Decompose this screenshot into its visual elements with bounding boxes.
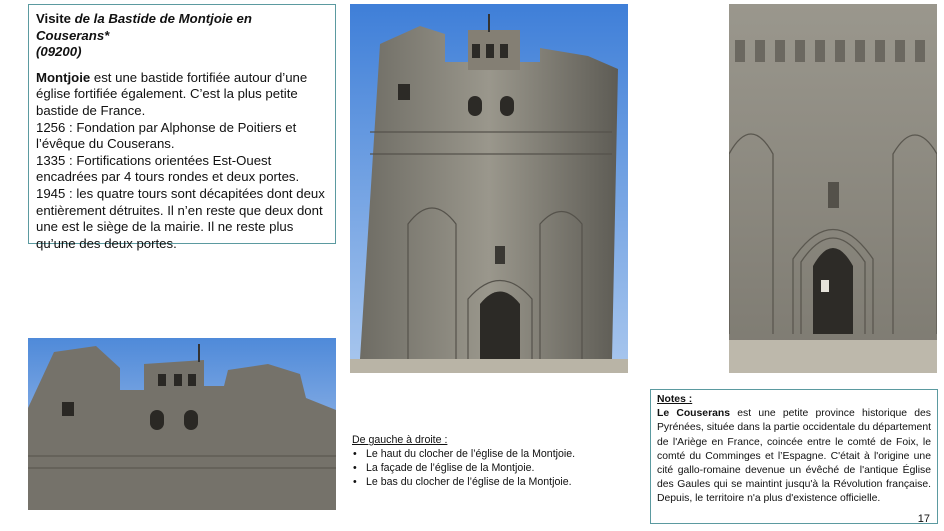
lead-bold: Montjoie <box>36 69 91 85</box>
captions-list <box>352 447 632 489</box>
notes-lead-bold: Le Couserans <box>657 408 731 420</box>
notes-textbox <box>650 389 938 524</box>
intro-lead <box>36 70 328 120</box>
notes-heading: Notes : <box>657 394 693 405</box>
intro-textbox <box>28 4 336 251</box>
bell-tower-top-photo <box>28 338 336 510</box>
caption-item: • La façade de l’église de la Montjoie. <box>366 461 632 475</box>
page-number: 17 <box>917 513 930 525</box>
title-code: (09200) <box>36 44 82 60</box>
photo-captions <box>352 433 632 489</box>
bell-tower-bottom-photo <box>729 4 937 373</box>
notes-text: est une petite province historique des Pyrénées, située dans la partie occidentale du département de l'Ariège en France, coincée entre le comté de Foix, le comté du Comminges et l’Espagne. C'était à l'origine une cité gallo-romaine devenue un évêché de l'antique Église des Gaules qui se maintint jusqu'à la Révolution française. Depuis, le territoire n'a plus d'existence officielle. <box>657 408 931 505</box>
title-prefix: Visite <box>36 11 75 26</box>
captions-heading: De gauche à droite : <box>352 434 448 446</box>
lead-rest: est une bastide fortifiée autour d’une église fortifiée également. C’est la plus petite bastide de France. <box>36 69 308 118</box>
intro-line-1335: 1335 : Fortifications orientées Est-Ouest encadrées par 4 tours rondes et deux portes. <box>36 152 300 185</box>
notes-body <box>657 407 931 506</box>
caption-item: • Le bas du clocher de l’église de la Montjoie. <box>366 475 632 489</box>
intro-line-1256: 1256 : Fondation par Alphonse de Poitiers et l’évêque du Couserans. <box>36 119 297 152</box>
title-italic: de la Bastide de Montjoie en Couserans* <box>36 11 252 43</box>
intro-line-1945: 1945 : les quatre tours sont décapitées dont deux entièrement détruites. Il n’en reste que deux dont une est le siège de la mairie. Il ne reste plus qu’une des deux portes. <box>36 185 325 251</box>
caption-item: • Le haut du clocher de l’église de la Montjoie. <box>366 447 632 461</box>
church-facade-photo <box>350 4 628 373</box>
intro-title <box>36 11 328 61</box>
